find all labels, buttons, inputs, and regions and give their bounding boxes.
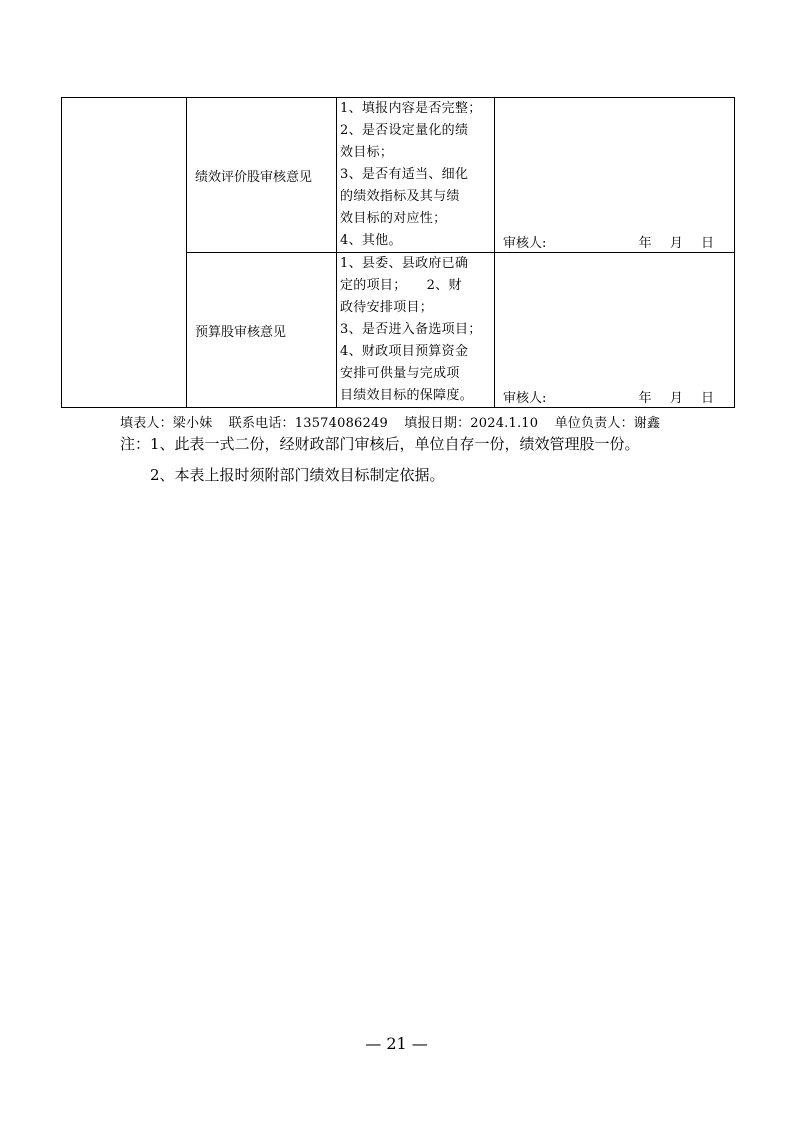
criteria-line: 政待安排项目； <box>340 300 434 315</box>
criteria-line: 4、财政项目预算资金 <box>340 344 469 359</box>
blank-left-cell <box>62 98 187 408</box>
year-label: 年 <box>638 390 652 406</box>
criteria-line: 效目标的对应性； <box>340 211 447 226</box>
reviewer-label: 审核人: <box>503 390 547 406</box>
criteria-line: 效目标； <box>340 145 394 160</box>
date-fields <box>625 387 714 406</box>
year-label: 年 <box>638 235 652 251</box>
opinion-cell-performance <box>495 98 735 253</box>
table-row <box>62 98 735 253</box>
filler-name: 填表人：梁小妹 <box>120 416 213 431</box>
filler-info-line <box>120 412 672 431</box>
section-label-budget: 预算股审核意见 <box>187 253 337 408</box>
page-number: — 21 — <box>365 1034 428 1053</box>
section-label-performance: 绩效评价股审核意见 <box>187 98 337 253</box>
reviewer-label: 审核人: <box>503 235 547 251</box>
criteria-line: 4、其他。 <box>340 233 402 248</box>
month-label: 月 <box>669 235 683 251</box>
note-line-2: 2、本表上报时须附部门绩效目标制定依据。 <box>150 466 445 484</box>
contact-phone: 联系电话：13574086249 <box>228 416 388 431</box>
criteria-line: 3、是否进入备选项目； <box>340 322 482 337</box>
criteria-line: 1、填报内容是否完整； <box>340 101 482 116</box>
date-fields <box>625 232 714 251</box>
criteria-line: 安排可供量与完成项 <box>340 366 460 381</box>
day-label: 日 <box>700 235 714 251</box>
unit-head: 单位负责人：谢鑫 <box>554 416 661 431</box>
criteria-line: 目绩效目标的保障度。 <box>340 388 474 403</box>
note-line-1: 注：1、此表一式二份，经财政部门审核后，单位自存一份，绩效管理股一份。 <box>120 435 640 453</box>
opinion-cell-budget <box>495 253 735 408</box>
fill-date: 填报日期：2024.1.10 <box>404 416 539 431</box>
day-label: 日 <box>700 390 714 406</box>
month-label: 月 <box>669 390 683 406</box>
criteria-line: 2、是否设定量化的绩 <box>340 123 469 138</box>
criteria-line: 的绩效指标及其与绩 <box>340 189 460 204</box>
criteria-cell-budget <box>337 253 495 408</box>
criteria-cell-performance <box>337 98 495 253</box>
review-opinion-table <box>61 97 735 408</box>
criteria-line: 1、县委、县政府已确 <box>340 256 469 271</box>
criteria-line: 定的项目； 2、财 <box>340 278 462 293</box>
criteria-line: 3、是否有适当、细化 <box>340 167 469 182</box>
